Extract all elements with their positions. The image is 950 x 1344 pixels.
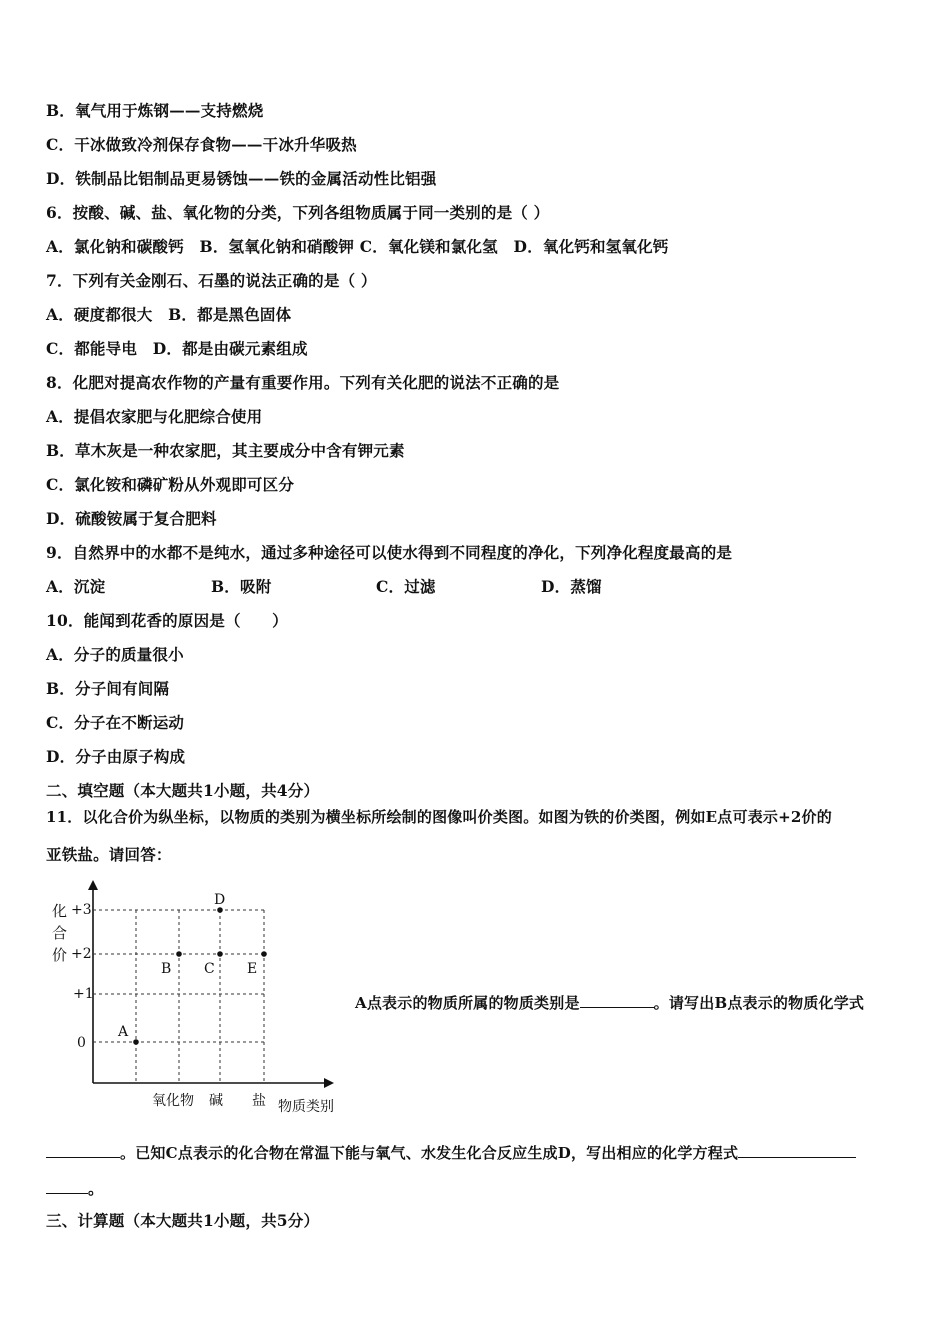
- y-tick-plus2: +2: [71, 946, 92, 962]
- q9-option-b: B．吸附: [211, 577, 272, 596]
- q8-option-c: C．氯化铵和磷矿粉从外观即可区分: [46, 475, 295, 494]
- q11-side-line: [355, 991, 864, 1013]
- q10-stem: 10．能闻到花香的原因是（ ）: [46, 611, 288, 630]
- q11-line3-text: 。已知C点表示的化合物在常温下能与氧气、水发生化合反应生成D，写出相应的化学方程式: [120, 1144, 739, 1162]
- q8-option-b: B．草木灰是一种农家肥，其主要成分中含有钾元素: [46, 441, 405, 460]
- y-tick-plus3: +3: [71, 902, 92, 918]
- q5-option-b: B．氧气用于炼钢——支持燃烧: [46, 101, 264, 120]
- x-category-oxide: 氧化物: [152, 1093, 194, 1109]
- y-axis-label-char-1: 化: [52, 902, 68, 920]
- q8-option-d: D．硫酸铵属于复合肥料: [46, 509, 217, 528]
- q6-stem: 6．按酸、碱、盐、氧化物的分类，下列各组物质属于同一类别的是（ ）: [46, 203, 550, 222]
- q7-stem: 7．下列有关金刚石、石墨的说法正确的是（ ）: [46, 271, 377, 290]
- point-a: [133, 1039, 139, 1045]
- point-d: [217, 907, 223, 913]
- point-a-label: A: [118, 1024, 129, 1040]
- q9-option-a: A．沉淀: [46, 577, 106, 596]
- q11-side-text-2: 。请写出B点表示的物质化学式: [653, 994, 865, 1012]
- q11-stem-line2: 亚铁盐。请回答：: [46, 845, 172, 864]
- q10-option-a: A．分子的质量很小: [46, 645, 184, 664]
- x-axis-label: 物质类别: [278, 1099, 334, 1115]
- section-3-heading: 三、计算题（本大题共1小题，共5分）: [46, 1211, 320, 1230]
- x-category-base: 碱: [209, 1093, 223, 1109]
- q10-option-d: D．分子由原子构成: [46, 747, 186, 766]
- q11-line3: [46, 1141, 856, 1163]
- point-e: [261, 951, 267, 957]
- q11-line4-end: 。: [88, 1179, 104, 1198]
- q11-stem-line1: 11．以化合价为纵坐标，以物质的类别为横坐标所绘制的图像叫价类图。如图为铁的价类图，例如E点可表示+2价的: [46, 808, 832, 826]
- q9-option-c: C．过滤: [376, 577, 436, 596]
- q10-option-c: C．分子在不断运动: [46, 713, 185, 732]
- q7-options-cd: C．都能导电 D．都是由碳元素组成: [46, 339, 308, 358]
- q9-stem: 9．自然界中的水都不是纯水，通过多种途径可以使水得到不同程度的净化，下列净化程度最高的是: [46, 543, 733, 562]
- q10-option-b: B．分子间有间隔: [46, 679, 170, 698]
- y-axis-arrow: [88, 880, 98, 890]
- q5-option-c: C．干冰做致冷剂保存食物——干冰升华吸热: [46, 135, 357, 154]
- y-axis-label-char-3: 价: [52, 946, 68, 964]
- q9-option-d: D．蒸馏: [541, 577, 602, 596]
- section-2-heading: 二、填空题（本大题共1小题，共4分）: [46, 781, 320, 800]
- valence-class-diagram: [46, 878, 356, 1123]
- answer-blank-1[interactable]: [580, 991, 654, 1008]
- q11-line4: [46, 1177, 104, 1199]
- answer-blank-3[interactable]: [738, 1141, 856, 1158]
- q5-option-d: D．铁制品比铝制品更易锈蚀——铁的金属活动性比铝强: [46, 169, 437, 188]
- q6-options: A．氯化钠和碳酸钙 B．氢氧化钠和硝酸钾 C．氧化镁和氯化氢 D．氧化钙和氢氧化钙: [46, 237, 669, 256]
- x-category-salt: 盐: [252, 1093, 266, 1109]
- point-e-label: E: [247, 961, 258, 977]
- q8-option-a: A．提倡农家肥与化肥综合使用: [46, 407, 263, 426]
- answer-blank-3-continued[interactable]: [46, 1177, 88, 1194]
- y-tick-plus1: +1: [73, 986, 94, 1002]
- answer-blank-2[interactable]: [46, 1141, 120, 1158]
- point-c: [217, 951, 223, 957]
- y-tick-zero: 0: [77, 1035, 86, 1051]
- q11-side-text-1: A点表示的物质所属的物质类别是: [355, 994, 580, 1012]
- point-b-label: B: [161, 961, 172, 977]
- y-axis-label-char-2: 合: [52, 924, 68, 942]
- x-axis-arrow: [324, 1078, 334, 1088]
- point-d-label: D: [214, 892, 226, 908]
- q8-stem: 8．化肥对提高农作物的产量有重要作用。下列有关化肥的说法不正确的是: [46, 373, 560, 392]
- q9-options: [46, 577, 602, 597]
- q7-options-ab: A．硬度都很大 B．都是黑色固体: [46, 305, 292, 324]
- point-c-label: C: [204, 961, 215, 977]
- point-b: [176, 951, 182, 957]
- grid-vertical: [136, 910, 264, 1083]
